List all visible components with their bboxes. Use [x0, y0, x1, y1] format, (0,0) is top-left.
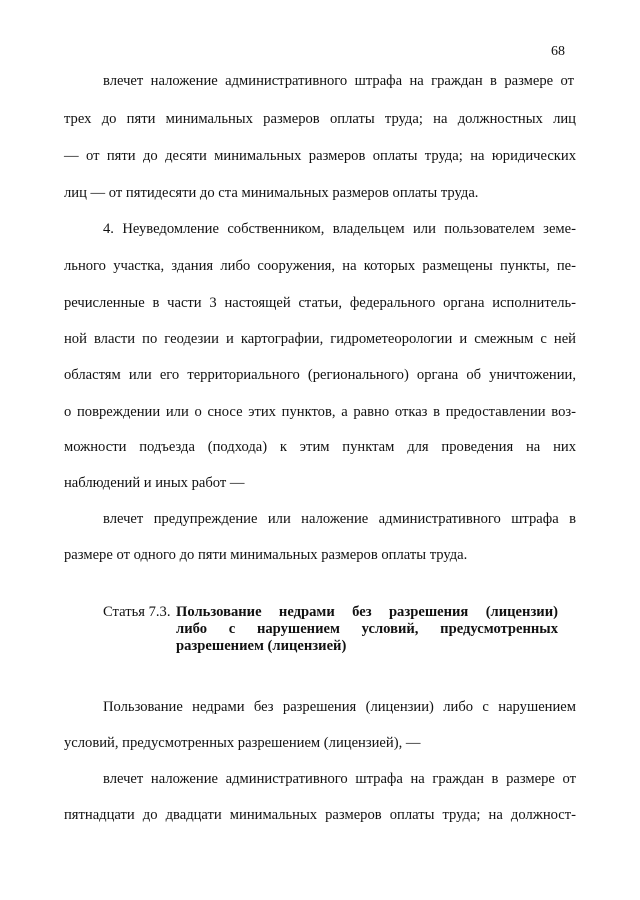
text-line: размере от одного до пяти минимальных размеров оплаты труда.: [64, 547, 468, 563]
text-line: 4. Неуведомление собственником, владельцем или пользователем земе-: [103, 221, 576, 237]
text-line: Пользование недрами без разрешения (лицензии) либо с нарушением: [103, 699, 576, 715]
article-title-line: либо с нарушением условий, предусмотренных: [176, 621, 558, 637]
text-line: трех до пяти минимальных размеров оплаты труда; на должностных лиц: [64, 111, 576, 127]
text-line: влечет наложение административного штрафа на граждан в размере от: [103, 771, 576, 787]
text-line: льного участка, здания либо сооружения, на которых размещены пункты, пе-: [64, 258, 576, 274]
text-line: наблюдений и иных работ —: [64, 475, 245, 491]
text-line: влечет предупреждение или наложение административного штрафа в: [103, 511, 576, 527]
text-line: лиц — от пятидесяти до ста минимальных размеров оплаты труда.: [64, 185, 479, 201]
article-number: Статья 7.3.: [103, 604, 171, 620]
article-title: [176, 604, 558, 655]
text-line: речисленные в части 3 настоящей статьи, федерального органа исполнитель-: [64, 295, 576, 311]
text-line: — от пяти до десяти минимальных размеров оплаты труда; на юридических: [64, 148, 576, 164]
text-line: ной власти по геодезии и картографии, гидрометеорологии и смежным с ней: [64, 331, 576, 347]
page-number: 68: [551, 44, 565, 59]
text-line: условий, предусмотренных разрешением (лицензией), —: [64, 735, 421, 751]
text-line: о повреждении или о сносе этих пунктов, а равно отказ в предоставлении воз-: [64, 404, 576, 420]
text-line: областям или его территориального (регионального) органа об уничтожении,: [64, 367, 576, 383]
article-title-line: разрешением (лицензией): [176, 638, 347, 654]
text-line: можности подъезда (подхода) к этим пунктам для проведения на них: [64, 439, 576, 455]
text-line: пятнадцати до двадцати минимальных размеров оплаты труда; на должност-: [64, 807, 576, 823]
text-line: влечет наложение административного штрафа на граждан в размере от: [103, 73, 574, 89]
article-title-line: Пользование недрами без разрешения (лицензии): [176, 604, 558, 620]
